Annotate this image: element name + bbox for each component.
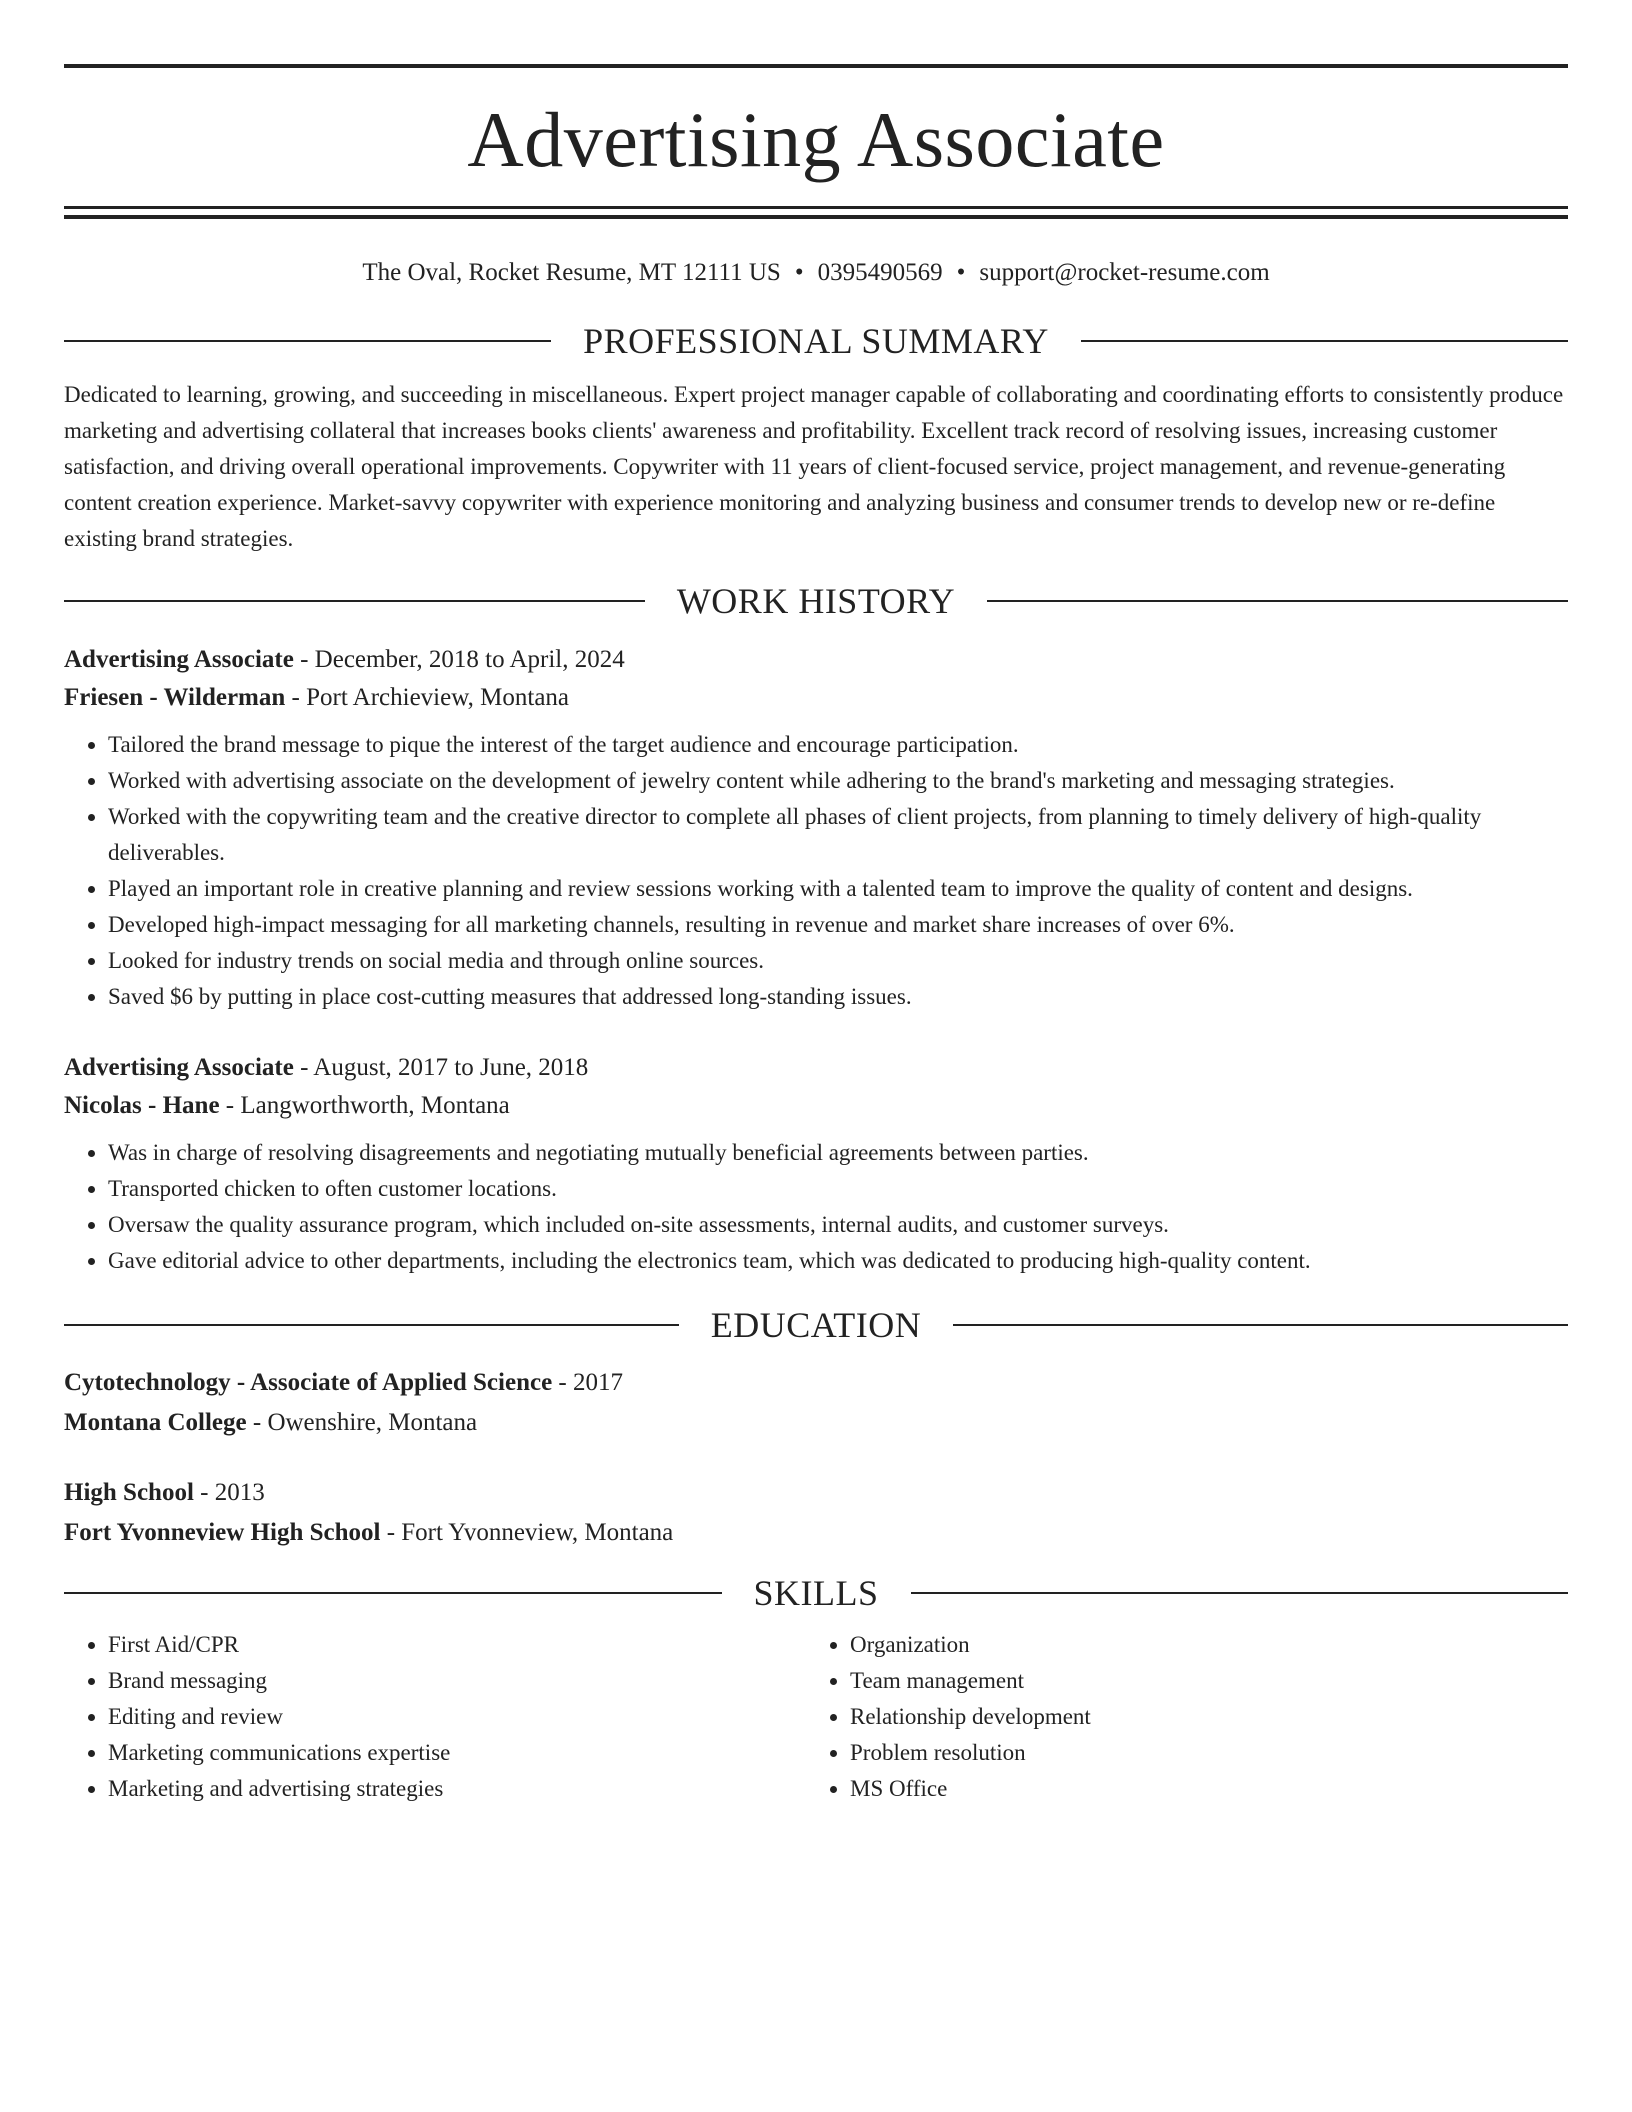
skill-item: • First Aid/CPR xyxy=(108,1627,806,1663)
section-rule-left xyxy=(64,1324,679,1326)
summary-section-header xyxy=(64,317,1568,365)
education-year: - 2013 xyxy=(193,1479,265,1506)
job-company: Friesen - Wilderman xyxy=(64,684,286,711)
job-company-line xyxy=(64,679,1568,717)
skill-item: • Relationship development xyxy=(850,1699,1548,1735)
skills-column-left xyxy=(64,1627,806,1807)
job-bullets xyxy=(64,727,1568,1015)
job-title-line xyxy=(64,1049,1568,1087)
section-rule-right xyxy=(987,600,1568,602)
skills-heading: SKILLS xyxy=(753,1573,879,1613)
skill-item: • Marketing and advertising strategies xyxy=(108,1771,806,1807)
education-entry xyxy=(64,1363,1568,1443)
education-school-line xyxy=(64,1513,1568,1553)
education-entry xyxy=(64,1473,1568,1553)
education-school: Montana College xyxy=(64,1409,247,1436)
summary-heading: PROFESSIONAL SUMMARY xyxy=(583,321,1049,361)
education-location: - Fort Yvonneview, Montana xyxy=(380,1519,674,1546)
skills-section-header xyxy=(64,1569,1568,1617)
job-location: - Port Archieview, Montana xyxy=(285,684,570,711)
job-entry xyxy=(64,641,1568,1015)
title-rule-upper xyxy=(64,206,1568,209)
job-dates: - August, 2017 to June, 2018 xyxy=(293,1054,589,1081)
education-school: Fort Yvonneview High School xyxy=(64,1519,381,1546)
education-year: - 2017 xyxy=(552,1369,623,1396)
job-dates: - December, 2018 to April, 2024 xyxy=(293,646,625,673)
skill-item: • MS Office xyxy=(850,1771,1548,1807)
job-bullet: • Worked with advertising associate on the development of jewelry content while adhering to the brand's marketing and messaging strategies. xyxy=(108,763,1568,799)
job-company-line xyxy=(64,1087,1568,1125)
resume-title: Advertising Associate xyxy=(467,96,1165,183)
skill-item: • Problem resolution xyxy=(850,1735,1548,1771)
education-heading: EDUCATION xyxy=(710,1305,922,1345)
skill-item: • Team management xyxy=(850,1663,1548,1699)
contact-email[interactable]: support@rocket-resume.com xyxy=(979,259,1270,286)
job-bullets xyxy=(64,1135,1568,1279)
education-degree-line xyxy=(64,1473,1568,1513)
work-heading: WORK HISTORY xyxy=(676,581,956,621)
skill-item: • Organization xyxy=(850,1627,1548,1663)
job-entry xyxy=(64,1049,1568,1279)
education-location: - Owenshire, Montana xyxy=(246,1409,478,1436)
skill-item: • Marketing communications expertise xyxy=(108,1735,806,1771)
resume-page xyxy=(64,64,1568,1807)
section-rule-left xyxy=(64,340,551,342)
job-bullet: • Was in charge of resolving disagreements and negotiating mutually beneficial agreements between parties. xyxy=(108,1135,1568,1171)
contact-phone: 0395490569 xyxy=(817,259,943,286)
job-title: Advertising Associate xyxy=(64,646,294,673)
education-degree-line xyxy=(64,1363,1568,1403)
job-location: - Langworthworth, Montana xyxy=(219,1092,510,1119)
education-section-header xyxy=(64,1301,1568,1349)
education-degree: Cytotechnology - Associate of Applied Science xyxy=(64,1369,553,1396)
section-rule-left xyxy=(64,600,645,602)
job-title: Advertising Associate xyxy=(64,1054,294,1081)
title-rule-lower xyxy=(64,215,1568,219)
job-bullet: • Worked with the copywriting team and the creative director to complete all phases of client projects, from planning to timely delivery of high-quality deliverables. xyxy=(108,799,1568,871)
job-bullet: • Looked for industry trends on social media and through online sources. xyxy=(108,943,1568,979)
job-bullet: • Gave editorial advice to other departments, including the electronics team, which was dedicated to producing high-quality content. xyxy=(108,1243,1568,1279)
skill-item: • Editing and review xyxy=(108,1699,806,1735)
job-bullet: • Tailored the brand message to pique the interest of the target audience and encourage participation. xyxy=(108,727,1568,763)
skills-list xyxy=(64,1627,1568,1807)
contact-address: The Oval, Rocket Resume, MT 12111 US xyxy=(362,259,781,286)
job-bullet: • Developed high-impact messaging for all marketing channels, resulting in revenue and market share increases of over 6%. xyxy=(108,907,1568,943)
contact-separator: • xyxy=(794,259,804,286)
section-rule-right xyxy=(953,1324,1568,1326)
job-bullet: • Played an important role in creative planning and review sessions working with a talented team to improve the quality of content and designs. xyxy=(108,871,1568,907)
work-section-header xyxy=(64,577,1568,625)
section-rule-left xyxy=(64,1592,722,1594)
section-rule-right xyxy=(1081,340,1568,342)
job-title-line xyxy=(64,641,1568,679)
job-bullet: • Saved $6 by putting in place cost-cutting measures that addressed long-standing issues. xyxy=(108,979,1568,1015)
job-bullet: • Oversaw the quality assurance program, which included on-site assessments, internal audits, and customer surveys. xyxy=(108,1207,1568,1243)
summary-text: Dedicated to learning, growing, and succeeding in miscellaneous. Expert project manager capable of collaborating and coordinating efforts to consistently produce marketing and advertising collateral that increases books clients' awareness and profitability. Excellent track record of resolving issues, increasing customer satisfaction, and driving overall operational improvements. Copywriter with 11 years of client-focused service, project management, and revenue-generating content creation experience. Market-savvy copywriter with experience monitoring and analyzing business and consumer trends to develop new or re-define existing brand strategies. xyxy=(64,382,1564,551)
contact-separator: • xyxy=(956,259,966,286)
skills-column-right xyxy=(806,1627,1548,1807)
education-degree: High School xyxy=(64,1479,194,1506)
section-rule-right xyxy=(911,1592,1569,1594)
contact-line xyxy=(64,255,1568,291)
education-school-line xyxy=(64,1403,1568,1443)
skill-item: • Brand messaging xyxy=(108,1663,806,1699)
job-bullet: • Transported chicken to often customer locations. xyxy=(108,1171,1568,1207)
job-company: Nicolas - Hane xyxy=(64,1092,220,1119)
